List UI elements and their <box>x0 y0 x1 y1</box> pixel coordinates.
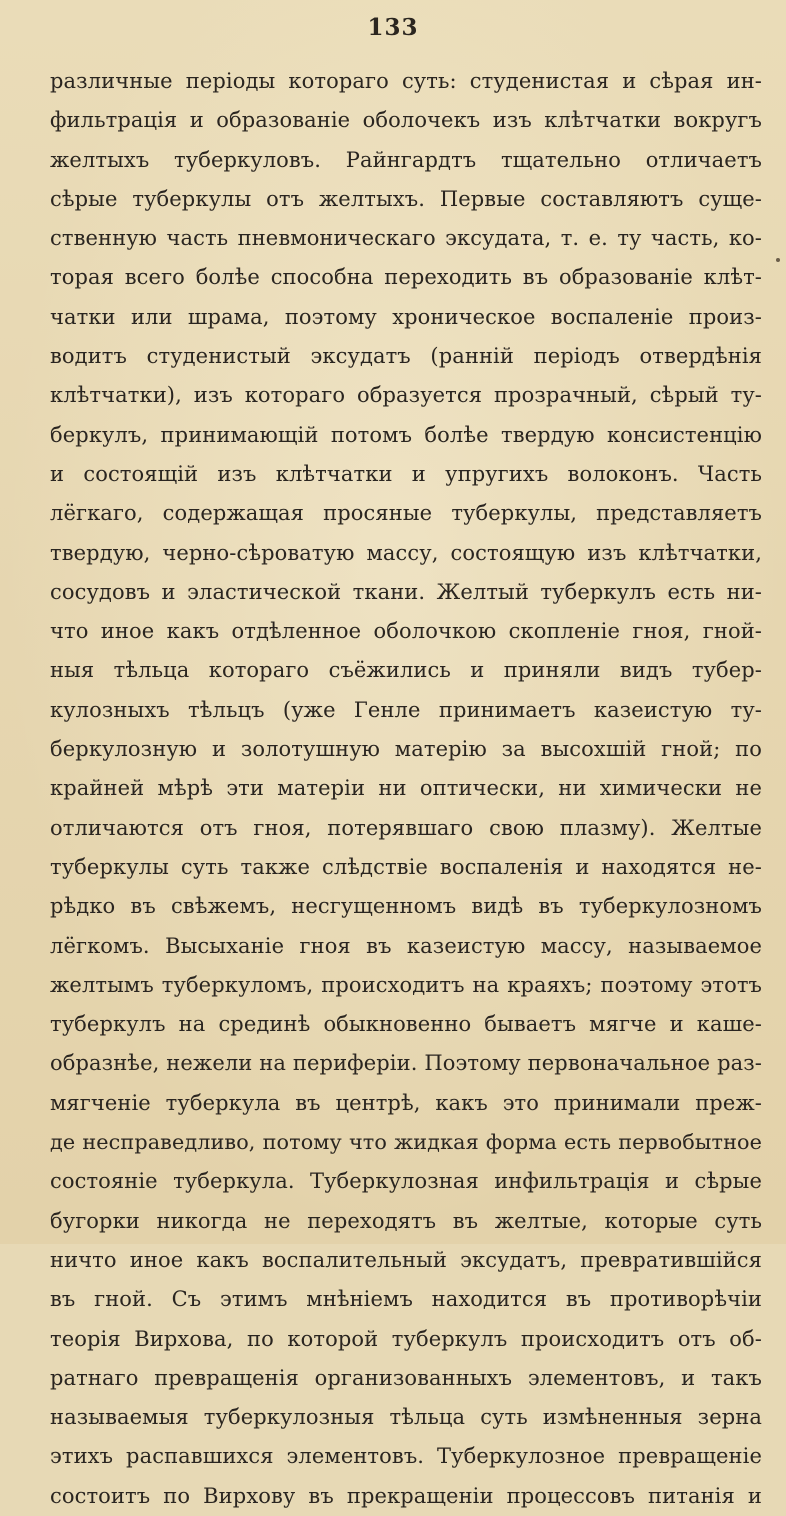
text-line: кулозныхъ тѣльцъ (уже Генле принимаетъ казеистую ту- <box>50 697 762 722</box>
text-line: крайней мѣрѣ эти матеріи ни оптически, ни химически не <box>50 776 762 801</box>
text-line: теорія Вирхова, по которой туберкулъ происходитъ отъ об- <box>50 1326 762 1351</box>
text-line: что иное какъ отдѣленное оболочкою скопленіе гноя, гной- <box>50 619 762 644</box>
text-line: фильтрація и образованіе оболочекъ изъ клѣтчатки вокругъ <box>50 108 762 133</box>
text-line: отличаются отъ гноя, потерявшаго свою плазму). Желтые <box>50 815 762 840</box>
text-line: называемыя туберкулозныя тѣльца суть измѣненныя зерна <box>50 1405 762 1430</box>
text-line: чатки или шрама, поэтому хроническое воспаленіе произ- <box>50 304 762 329</box>
text-line: торая всего болѣе способна переходить въ образованіе клѣт- <box>50 265 762 290</box>
text-line: мягченіе туберкула въ центрѣ, какъ это принимали преж- <box>50 1090 762 1115</box>
text-line: туберкулъ на срединѣ обыкновенно бываетъ мягче и каше- <box>50 1012 762 1037</box>
text-line: клѣтчатки), изъ котораго образуется прозрачный, сѣрый ту- <box>50 383 762 408</box>
text-line: состояніе туберкула. Туберкулозная инфильтрація и сѣрые <box>50 1169 762 1194</box>
text-line: различные періоды котораго суть: студенистая и сѣрая ин- <box>50 69 762 93</box>
text-line: желтымъ туберкуломъ, происходитъ на краяхъ; поэтому этотъ <box>50 972 762 997</box>
text-line: туберкулы суть также слѣдствіе воспаленія и находятся не- <box>50 854 762 879</box>
text-line: сѣрые туберкулы отъ желтыхъ. Первые составляютъ суще- <box>50 186 762 211</box>
text-line: лёгкаго, содержащая просяные туберкулы, представляетъ <box>50 501 762 526</box>
text-line: рѣдко въ свѣжемъ, несгущенномъ видѣ въ туберкулозномъ <box>50 894 762 919</box>
text-line: и состоящій изъ клѣтчатки и упругихъ волоконъ. Часть <box>50 461 762 486</box>
page-number: 133 <box>367 14 419 41</box>
text-line: беркулозную и золотушную матерію за высохшій гной; по <box>50 737 762 762</box>
text-line: ственную часть пневмоническаго эксудата, т. е. ту часть, ко- <box>50 226 762 251</box>
text-line: бугорки никогда не переходятъ въ желтые, которые суть <box>50 1208 762 1233</box>
text-line: образнѣе, нежели на периферіи. Поэтому первоначальное раз- <box>50 1051 762 1076</box>
text-line: ныя тѣльца котораго съёжились и приняли видъ тубер- <box>50 658 762 683</box>
text-line: состоитъ по Вирхову въ прекращеніи процессовъ питанія и <box>50 1483 762 1508</box>
text-line: лёгкомъ. Высыханіе гноя въ казеистую массу, называемое <box>50 933 762 958</box>
text-line: сосудовъ и эластической ткани. Желтый туберкулъ есть ни- <box>50 579 762 604</box>
text-line: ратнаго превращенія организованныхъ элементовъ, и такъ <box>50 1365 762 1390</box>
margin-speck <box>776 258 780 262</box>
text-line: беркулъ, принимающій потомъ болѣе твердую консистенцію <box>50 422 762 447</box>
text-line: желтыхъ туберкуловъ. Райнгардтъ тщательно отличаетъ <box>50 147 762 172</box>
text-line: ничто иное какъ воспалительный эксудатъ, превратившійся <box>50 1247 762 1272</box>
text-line: твердую, черно-сѣроватую массу, состоящую изъ клѣтчатки, <box>50 540 762 565</box>
body-text <box>50 62 762 1516</box>
text-line: де несправедливо, потому что жидкая форма есть первобытное <box>50 1130 762 1155</box>
text-line: водитъ студенистый эксудатъ (ранній періодъ отвердѣнія <box>50 344 762 369</box>
text-line: въ гной. Съ этимъ мнѣніемъ находится въ противорѣчіи <box>50 1287 762 1312</box>
text-line: этихъ распавшихся элементовъ. Туберкулозное превращеніе <box>50 1444 762 1469</box>
